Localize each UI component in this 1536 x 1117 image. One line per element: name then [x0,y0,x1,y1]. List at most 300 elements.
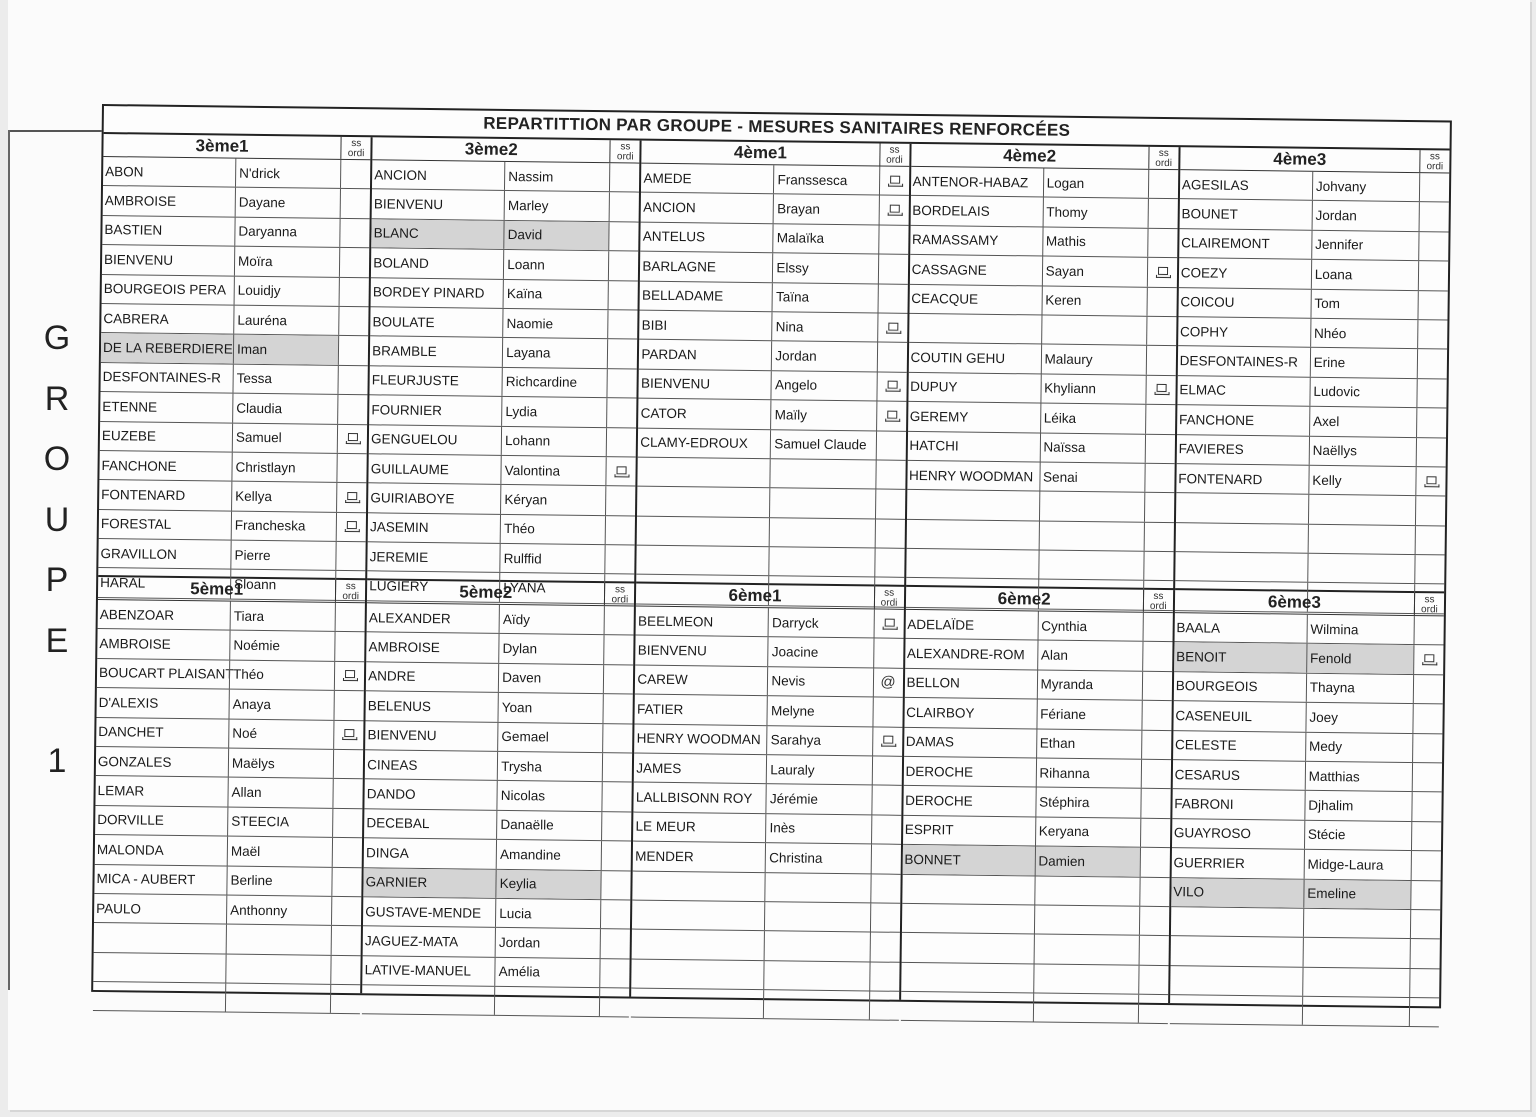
student-last-name [1175,552,1307,582]
student-row [367,542,635,575]
class-header [1175,590,1444,616]
student-row [907,490,1175,523]
class-header [373,137,640,163]
student-last-name: ALEXANDRE-ROM [906,645,1025,663]
student-last-name: FAVIERES [1178,441,1244,458]
student-first-name: Lauréna [233,306,339,336]
ss-ordi-cell [338,336,368,365]
student-first-name: Noémie [229,631,335,661]
student-last-name: COICOU [1180,294,1235,311]
student-last-name: BLANC [371,219,503,249]
student-first-name: Gemael [497,722,603,752]
student-row [1175,552,1445,585]
ss-ordi-cell [1138,995,1168,1024]
student-last-name [909,314,1041,344]
student-first-name: Djhalim [1304,791,1412,821]
student-last-name: DANDO [366,786,416,802]
student-last-name: BELLADAME [642,287,724,304]
class-name: 4ème2 [1003,146,1057,166]
ss-ordi-cell [871,786,901,815]
student-last-name: HARAL [100,575,146,591]
student-first-name [1039,492,1145,522]
group-letter: E [45,621,69,660]
ss-ordi-cell [878,196,908,225]
class-header [98,577,365,603]
ss-ordi-cell [1418,261,1448,290]
student-first-name: Jordan [495,928,601,958]
class-block [632,584,906,1000]
student-first-name: Kelly [1308,466,1416,496]
student-row [640,311,908,344]
student-first-name [225,984,331,1014]
student-first-name: Axel [1309,407,1417,437]
student-last-name: DINGA [365,845,409,861]
ss-ordi-cell [1139,848,1169,877]
student-last-name: GRAVILLON [100,545,177,562]
student-row [906,549,1174,582]
student-row [96,747,364,780]
student-last-name: JASEMIN [369,519,429,536]
student-last-name: BIBI [641,317,668,333]
student-first-name: Louidjy [234,276,340,306]
student-row [640,281,908,314]
student-last-name [638,457,770,487]
student-row [94,894,362,927]
student-first-name: Emeline [1303,879,1411,909]
student-first-name: Loann [503,250,609,280]
student-last-name: CELESTE [1174,737,1237,754]
ss-ordi-header: ss ordi [1148,147,1178,169]
student-last-name: JAMES [636,760,682,776]
laptop-icon [882,618,895,629]
ss-ordi-cell [330,956,360,985]
ss-ordi-cell [604,636,634,665]
ss-ordi-cell [602,753,632,782]
class-name: 6ème3 [1267,592,1321,612]
laptop-icon [1156,267,1169,278]
student-row [1179,229,1449,262]
student-last-name [1170,995,1302,1025]
student-row [1176,435,1446,468]
student-last-name: CINEAS [367,756,418,773]
ss-ordi-cell [878,225,908,254]
student-row [368,484,636,517]
student-row [364,838,632,871]
ss-ordi-cell [1415,496,1445,525]
student-last-name: D'ALEXIS [98,694,159,711]
student-first-name: Matthias [1305,762,1413,792]
student-first-name: Trysha [497,752,603,782]
student-first-name: Thomy [1042,198,1148,228]
ss-ordi-cell [336,542,366,571]
class-header [367,580,634,606]
student-last-name: DEROCHE [905,763,974,780]
student-last-name: LATIVE-MANUEL [364,962,471,979]
ss-ordi-cell [873,609,903,638]
student-row [900,992,1168,1025]
ss-ordi-header: ss ordi [341,137,371,159]
student-row [99,451,367,484]
ss-ordi-cell [605,486,635,515]
student-row [908,343,1176,376]
student-row [372,160,640,193]
student-last-name: BONNET [902,845,1034,875]
student-row [639,340,907,373]
student-last-name: BOUNET [1181,206,1238,222]
class-name: 5ème2 [459,582,513,603]
ss-ordi-cell [331,897,361,926]
ss-ordi-cell [1417,349,1447,378]
student-last-name: FATIER [636,701,684,718]
student-last-name: BASTIEN [104,222,163,239]
student-last-name: RAMASSAMY [911,232,999,249]
student-first-name: Daryanna [234,217,340,247]
student-first-name: Keryana [1035,817,1141,847]
laptop-icon [1154,384,1167,395]
student-first-name: Anaya [229,690,335,720]
student-first-name: Maëlys [228,749,334,779]
student-last-name: BENOIT [1174,643,1306,673]
student-last-name: BARLAGNE [642,258,717,275]
ss-ordi-cell [1146,317,1176,346]
student-first-name: Christlayn [231,453,337,483]
student-last-name: HENRY WOODMAN [636,730,761,748]
student-last-name: FANCHONE [1178,411,1255,428]
laptop-icon [345,521,358,532]
ss-ordi-cell [1142,642,1172,671]
student-first-name: Nassim [504,162,610,192]
student-row [903,757,1171,790]
ss-ordi-cell [1139,907,1169,936]
ss-ordi-cell [1144,464,1174,493]
student-first-name: Darryck [768,608,874,638]
ss-ordi-cell [608,281,638,310]
student-row [1179,258,1449,291]
student-last-name: VILO [1171,878,1303,908]
student-first-name: N'drick [235,159,341,189]
student-row [1173,760,1443,793]
ss-ordi-header: ss ordi [873,586,903,608]
student-last-name [637,516,769,546]
student-first-name: Thayna [1306,674,1414,704]
ss-ordi-cell [874,549,904,578]
ss-ordi-cell [339,248,369,277]
ss-ordi-header: ss ordi [1419,150,1449,172]
student-last-name: DUPUY [910,379,958,395]
student-row [103,186,371,219]
student-first-name: Naëllys [1308,436,1416,466]
student-first-name: Tom [1310,289,1418,319]
class-name: 5ème1 [190,579,244,599]
student-first-name: Medy [1305,732,1413,762]
ss-ordi-cell [333,779,363,808]
student-first-name: David [503,221,609,251]
student-first-name: Fériane [1036,700,1142,730]
student-last-name: ABENZOAR [99,606,175,623]
ss-ordi-cell [334,632,364,661]
ss-ordi-cell [606,428,636,457]
student-last-name [362,985,494,1015]
student-row [902,845,1170,878]
student-first-name: Kaïna [503,279,609,309]
student-first-name: Jérémie [766,785,872,815]
ss-ordi-cell [334,691,364,720]
ss-ordi-cell [876,372,906,401]
student-first-name [1032,994,1138,1024]
student-first-name: Alan [1037,641,1143,671]
student-first-name [1034,876,1140,906]
ss-ordi-cell [333,750,363,779]
student-last-name: FOURNIER [371,402,443,418]
ss-ordi-cell [338,366,368,395]
student-row [1171,878,1441,911]
ss-ordi-cell [605,516,635,545]
student-last-name: GUIRIABOYE [370,490,455,507]
student-row [99,480,367,513]
ss-ordi-cell [875,460,905,489]
student-last-name: DORVILLE [97,812,164,829]
ss-ordi-cell [603,724,633,753]
ss-ordi-cell [607,340,637,369]
student-row [1171,848,1441,881]
student-last-name: GENGUELOU [371,431,458,448]
student-row [98,600,366,633]
student-row [362,956,630,989]
student-last-name: BELLON [906,675,960,691]
ss-ordi-header: ss ordi [1143,590,1173,612]
student-row [637,516,905,549]
student-row [95,835,363,868]
ss-ordi-cell [1417,320,1447,349]
student-first-name: Théo [229,660,335,690]
student-last-name: CLAIRBOY [906,704,975,721]
ss-ordi-cell [1146,287,1176,316]
laptop-icon [885,410,898,421]
student-row [904,727,1172,760]
student-last-name: DAMAS [905,734,954,750]
sheet-title: REPARTITTION PAR GROUPE - MESURES SANITAIRES RENFORCÉES [104,106,1450,150]
student-last-name: DESFONTAINES-R [102,369,222,386]
student-last-name: COUTIN GEHU [910,349,1006,367]
student-row [638,399,906,432]
student-row [93,982,361,1015]
ss-ordi-cell [1414,555,1444,584]
student-last-name [1170,936,1302,966]
class-header [911,144,1178,170]
ss-ordi-cell [1412,763,1442,792]
student-first-name: Rihanna [1035,758,1141,788]
student-last-name: BRAMBLE [372,343,437,360]
ss-ordi-cell [876,343,906,372]
student-row [1173,701,1443,734]
student-last-name: GUERRIER [1173,854,1245,871]
class-header [642,141,909,167]
laptop-icon [342,729,355,740]
ss-ordi-cell [608,251,638,280]
student-last-name [93,953,225,983]
student-row [101,304,369,337]
student-last-name: GONZALES [97,753,172,770]
student-first-name: Brayan [773,195,879,225]
student-last-name: AMBROISE [99,636,171,652]
student-row [1174,643,1444,676]
ss-ordi-cell [1141,701,1171,730]
ss-ordi-cell [1142,613,1172,642]
student-row [641,222,909,255]
ss-ordi-cell [1412,704,1442,733]
ss-ordi-cell [1140,789,1170,818]
student-first-name [769,547,875,577]
class-header [905,587,1172,613]
student-row [369,454,637,487]
laptop-icon [615,466,628,477]
class-block [1175,147,1450,593]
student-row [636,607,904,640]
ss-ordi-cell [1145,405,1175,434]
student-last-name [1175,523,1307,553]
ss-ordi-header: ss ordi [335,580,365,602]
student-first-name: Allan [227,778,333,808]
student-last-name: AGESILAS [1181,176,1249,193]
student-last-name: ELMAC [1179,382,1226,399]
ss-ordi-cell [1144,493,1174,522]
ss-ordi-cell [1143,522,1173,551]
student-row [632,959,900,992]
student-first-name [1302,967,1410,997]
student-first-name: Amélia [494,958,600,988]
student-first-name [1302,938,1410,968]
student-last-name: GUILLAUME [370,460,449,477]
student-row [98,539,366,572]
student-last-name: BIENVENU [373,196,444,213]
student-row [904,669,1172,702]
student-last-name: CAREW [637,672,688,688]
student-first-name: Lucia [495,899,601,929]
class-block [93,577,367,993]
student-last-name: BOULATE [372,313,435,330]
student-last-name [907,490,1039,520]
student-first-name: Dylan [498,634,604,664]
student-last-name [1176,493,1308,523]
student-last-name: COPHY [1180,323,1229,340]
student-last-name: BAALA [1176,619,1221,636]
ss-ordi-cell [877,255,907,284]
ss-ordi-cell [1411,851,1441,880]
student-first-name: Pierre [230,541,336,571]
class-block [637,141,912,587]
student-first-name: Inès [765,814,871,844]
ss-ordi-header: ss ordi [610,140,640,162]
ss-ordi-cell [600,959,630,988]
student-row [97,659,365,692]
student-row [634,724,902,757]
laptop-icon [885,381,898,392]
student-first-name [494,987,600,1017]
student-first-name: Noé [228,719,334,749]
ss-ordi-cell [877,284,907,313]
student-last-name: LE MEUR [635,818,696,835]
student-first-name: STEECIA [227,807,333,837]
student-last-name: CEACQUE [911,291,979,307]
student-last-name [902,874,1034,904]
student-row [908,373,1176,406]
ss-ordi-cell [1419,202,1449,231]
student-first-name [1303,909,1411,939]
ss-ordi-cell [1416,438,1446,467]
student-row [371,219,639,252]
student-row [1178,347,1448,380]
class-block [1170,590,1444,1006]
student-row [371,248,639,281]
group-letter: G [43,319,71,357]
student-row [632,930,900,963]
student-row [910,226,1178,259]
student-first-name: Théo [500,515,606,545]
ss-ordi-cell [1415,526,1445,555]
student-first-name: Jordan [771,342,877,372]
student-last-name: BIENVENU [637,642,707,659]
ss-ordi-cell [870,903,900,932]
ss-ordi-cell [872,698,902,727]
student-row [902,904,1170,937]
class-name: 6ème2 [997,588,1051,609]
student-row [370,337,638,370]
student-last-name [637,546,769,576]
at-sign-icon: @ [880,674,896,692]
ss-ordi-cell [1139,877,1169,906]
ss-ordi-cell [1419,173,1449,202]
student-first-name: Anthonny [226,895,332,925]
student-first-name: Nevis [767,667,873,697]
class-header [103,134,370,160]
student-last-name: FLEURJUSTE [371,372,459,389]
student-last-name [637,487,769,517]
student-last-name: ESPRIT [904,822,954,838]
student-first-name: Sloann [230,570,336,600]
student-last-name: PAULO [96,900,142,917]
student-first-name [770,459,876,489]
student-row [95,776,363,809]
ss-ordi-cell [339,277,369,306]
student-row [364,868,632,901]
student-row [903,786,1171,819]
ss-ordi-cell [338,307,368,336]
student-first-name: Ludovic [1309,378,1417,408]
student-row [632,900,900,933]
student-row [906,520,1174,553]
student-first-name [769,518,875,548]
student-row [102,275,370,308]
student-first-name: Nhéo [1310,319,1418,349]
student-row [363,897,631,930]
student-row [907,461,1175,494]
ss-ordi-cell [608,310,638,339]
ss-ordi-cell [1413,645,1443,674]
ss-ordi-cell [872,727,902,756]
student-first-name [764,961,870,991]
ss-ordi-cell [875,490,905,519]
student-first-name: Stéphira [1035,788,1141,818]
student-row [635,665,903,698]
student-row [1173,731,1443,764]
student-first-name: Keylia [496,869,602,899]
student-last-name: CASENEUIL [1175,708,1253,724]
class-block [906,144,1181,590]
student-row [1174,672,1444,705]
student-row [97,688,365,721]
student-row [633,812,901,845]
student-first-name: Franssesca [773,165,879,195]
